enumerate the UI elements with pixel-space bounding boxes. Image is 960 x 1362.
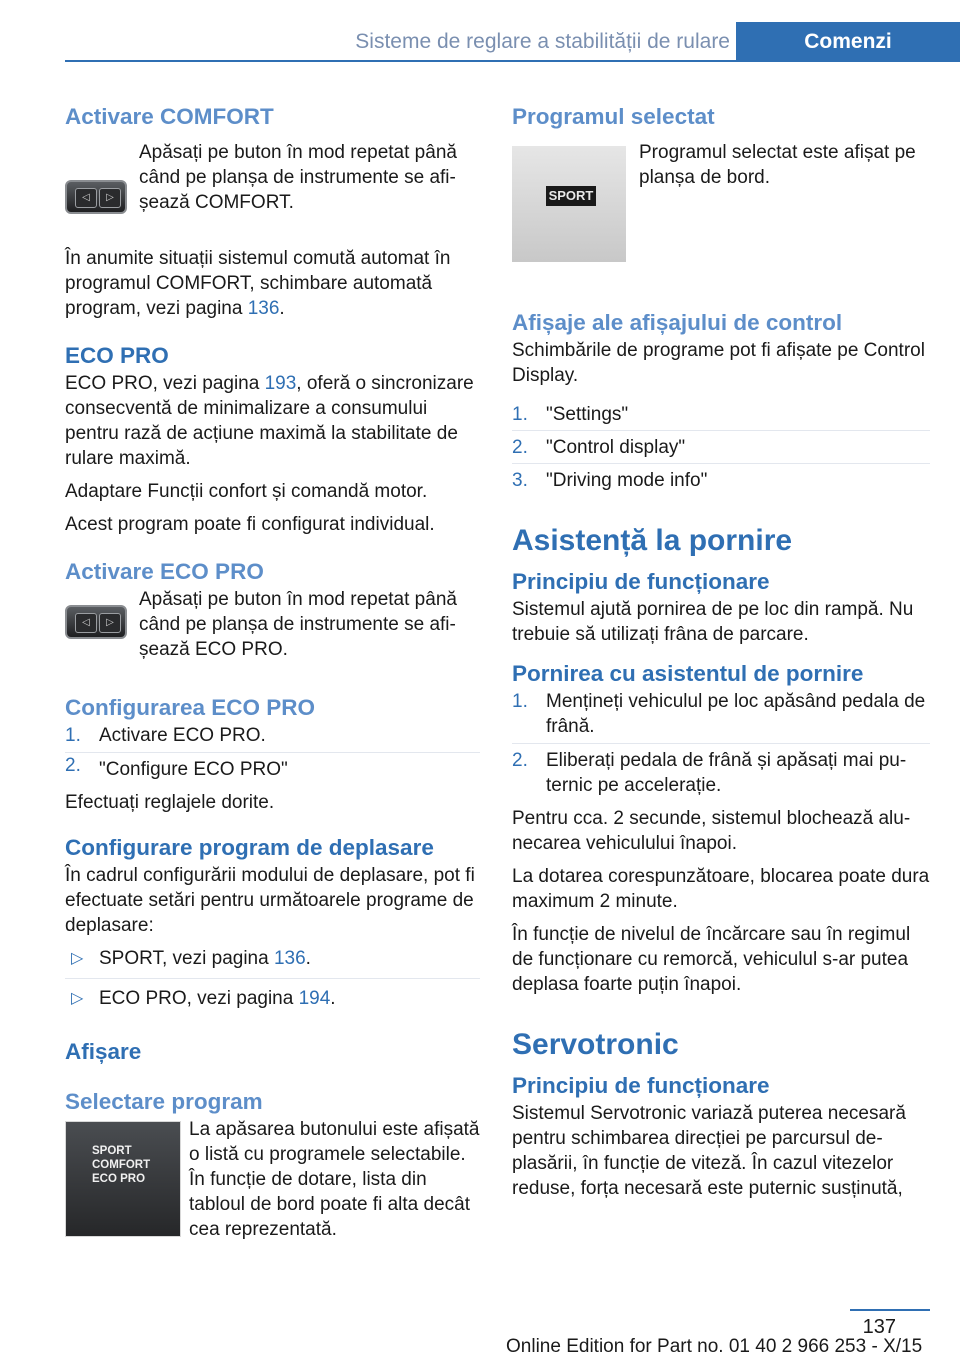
header-rule xyxy=(65,60,960,62)
heading-programul-selectat: Programul selectat xyxy=(512,104,715,129)
pornirea-steps xyxy=(512,689,930,798)
sport-badge: SPORT xyxy=(546,186,596,206)
cfg-prog-items xyxy=(65,946,480,1011)
afisaje-steps xyxy=(512,402,930,493)
heading-afisaje: Afișaje ale afișajului de control xyxy=(512,310,843,335)
ecopro-config-text: Acest program poate fi configurat individual. xyxy=(65,514,435,535)
list-item: 2. "Configure ECO PRO" xyxy=(65,755,288,780)
pornirea-p2: La dotarea corespunzătoare, blocarea poate dura maximum 2 minute. xyxy=(512,866,930,912)
right-arrow-icon: ▷ xyxy=(99,188,121,208)
comfort-auto-text: În anumite situații sistemul comută automat în programul COMFORT, schimbare automată program, vezi pagina 136. xyxy=(65,248,451,319)
list-item: 3. "Driving mode info" xyxy=(512,470,708,491)
heading-activare-eco-pro: Activare ECO PRO xyxy=(65,559,264,584)
prog-sel-text: Programul selectat este afișat pe planșa de bord. xyxy=(639,142,916,188)
page-link[interactable]: 193 xyxy=(264,373,297,394)
comfort-block xyxy=(65,132,480,212)
heading-asistenta-pornire: Asistență la pornire xyxy=(512,524,793,557)
program-list-screen-image xyxy=(65,1121,181,1237)
page-link[interactable]: 136 xyxy=(273,948,306,969)
mode-button-image xyxy=(65,605,127,639)
list-item: 1. Activare ECO PRO. xyxy=(65,723,480,753)
heading-configurarea-eco-pro: Configurarea ECO PRO xyxy=(65,695,316,720)
mode-button-image xyxy=(65,180,127,214)
page-link[interactable]: 194 xyxy=(298,988,331,1009)
pornirea-p3: În funcție de nivelul de încărcare sau în regimul de funcționare cu remorcă, vehiculul s-ar putea deplasa foarte puțin înapoi. xyxy=(512,924,911,995)
cfg-ecopro-steps xyxy=(65,723,480,782)
page-number: 137 xyxy=(862,1316,896,1338)
act-ecopro-block xyxy=(65,587,480,667)
triangle-bullet-icon: ▷ xyxy=(71,990,84,1007)
list-item: 1. Mențineți vehiculul pe loc apăsând pedala de frână. xyxy=(512,689,930,744)
servo-text: Sistemul Servotronic variază puterea necesară pentru schimbarea direcției pe parcursul deplasării, în funcție de viteză. În cazul vitezelor reduse, forța necesară este puternic susținută, xyxy=(512,1103,906,1199)
selectare-block xyxy=(65,1117,480,1247)
page-link[interactable]: 136 xyxy=(247,298,280,319)
list-item: 1. "Settings" xyxy=(512,402,930,431)
right-column xyxy=(512,100,930,1201)
page-number-rule xyxy=(850,1309,930,1311)
selectare-text: La apăsarea butonului este afișată o listă cu programele selectabile. În funcție de dotare, lista din tabloul de bord poate fi alta decât cea reprezentată. xyxy=(189,1119,480,1240)
header-chapter-tab: Comenzi xyxy=(736,22,960,62)
ecopro-adapt-text: Adaptare Funcții confort și comandă motor. xyxy=(65,481,428,502)
afisaje-text: Schimbările de programe pot fi afișate pe Control Display. xyxy=(512,340,925,386)
heading-servo-principiu: Principiu de funcționare xyxy=(512,1073,770,1098)
act-ecopro-text: Apăsați pe buton în mod repetat până când pe planșa de instrumente se afișează ECO PRO. xyxy=(139,589,457,660)
list-item: ▷ SPORT, vezi pagina 136. xyxy=(65,946,480,979)
heading-afisare: Afișare xyxy=(65,1039,142,1064)
left-arrow-icon: ◁ xyxy=(75,188,97,208)
triangle-bullet-icon: ▷ xyxy=(71,950,84,967)
footer-edition: Online Edition for Part no. 01 40 2 966 253 - X/15 xyxy=(506,1336,923,1357)
left-column xyxy=(65,100,480,1247)
cfg-prog-text: În cadrul configurării modului de deplasare, pot fi efectuate setări pentru următoarele programe de deplasare: xyxy=(65,865,475,936)
page-header xyxy=(65,22,960,62)
heading-eco-pro: ECO PRO xyxy=(65,343,169,368)
heading-selectare-program: Selectare program xyxy=(65,1089,263,1114)
list-item: ▷ ECO PRO, vezi pagina 194. xyxy=(71,988,336,1009)
heading-principiu: Principiu de funcționare xyxy=(512,569,770,594)
comfort-text: Apăsați pe buton în mod repetat până când pe planșa de instrumente se afișează COMFORT. xyxy=(139,142,457,213)
prog-sel-block xyxy=(512,132,930,282)
heading-pornirea: Pornirea cu asistentul de pornire xyxy=(512,661,864,686)
heading-configurare-program: Configurare program de deplasare xyxy=(65,835,434,860)
list-item: 2. Eliberați pedala de frână și apăsați mai puternic pe accelerație. xyxy=(512,750,907,796)
ecopro-text: ECO PRO, vezi pagina 193, oferă o sincronizare consecventă de minimalizare a consumului pentru rază de acțiune maximă la stabilitate de rulare maximă. xyxy=(65,373,474,469)
heading-servotronic: Servotronic xyxy=(512,1028,679,1061)
header-section-title: Sisteme de reglare a stabilității de rulare xyxy=(355,30,730,53)
right-arrow-icon: ▷ xyxy=(99,613,121,633)
pornirea-p1: Pentru cca. 2 secunde, sistemul blochează alunecarea vehiculului înapoi. xyxy=(512,808,911,854)
princ-text: Sistemul ajută pornirea de pe loc din rampă. Nu trebuie să utilizați frâna de parcare. xyxy=(512,599,914,645)
heading-activare-comfort: Activare COMFORT xyxy=(65,104,274,129)
sport-display-image xyxy=(512,146,626,262)
list-item: 2. "Control display" xyxy=(512,431,930,464)
cfg-ecopro-after: Efectuați reglajele dorite. xyxy=(65,792,275,813)
screen-menu: SPORT COMFORT ECO PRO xyxy=(92,1145,151,1185)
left-arrow-icon: ◁ xyxy=(75,613,97,633)
